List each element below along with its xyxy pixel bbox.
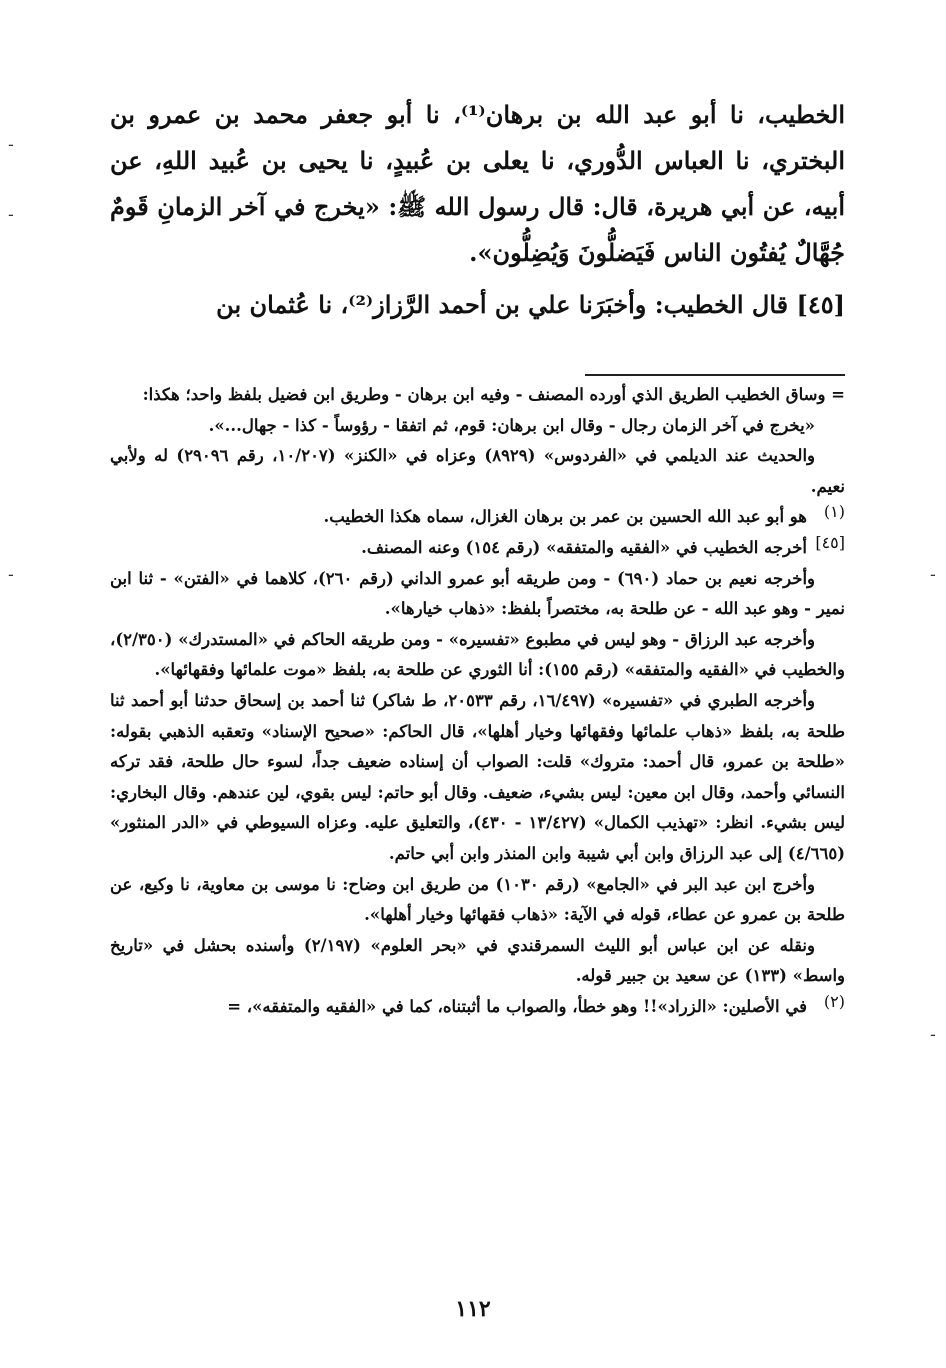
footnote-continued: والحديث عند الديلمي في «الفردوس» (٨٩٢٩) وعزاه في «الكنز» (١٠/٢٠٧، رقم ٢٩٠٩٦) له ولأبي نعيم. (110, 446, 845, 496)
footnote-marker: (٢) (823, 991, 845, 1011)
margin-mark: - (8, 205, 14, 224)
footnote-paragraph: وأخرج ابن عبد البر في «الجامع» (رقم ١٠٣٠) من طريق ابن وضاح: نا موسى بن معاوية، نا وكيع، عن طلحة بن عمرو عن عطاء، قوله في الآية: «ذهاب فقهائها وخيار أهلها». (110, 874, 845, 925)
hadith-text: قال الخطيب: وأخبَرَنا علي بن أحمد الرَّزاز⁽²⁾، نا عُثمان بن (216, 290, 789, 319)
hadith-45-paragraph (110, 282, 845, 328)
footnote-paragraph: وأخرجه نعيم بن حماد (٦٩٠) - ومن طريقه أبو عمرو الداني (رقم ٢٦٠)، كلاهما في «الفتن» - ثنا ابن نمير - وهو عبد الله - عن طلحة به، مختصراً بلفظ: «ذهاب خيارها». (110, 568, 845, 619)
footnote-text: هو أبو عبد الله الحسين بن عمر بن برهان الغزال، سماه هكذا الخطيب. (323, 507, 807, 527)
footnote-paragraph: ونقله عن ابن عباس أبو الليث السمرقندي في «بحر العلوم» (٢/١٩٧) وأسنده بحشل في «تاريخ واسط» (١٣٣) عن سعيد بن جبير قوله. (110, 935, 845, 986)
margin-mark: - (930, 565, 936, 584)
footnote-text: في الأصلين: «الزراد»!! وهو خطأ، والصواب ما أثبتناه، كما في «الفقيه والمتفقه»، = (227, 996, 807, 1016)
footnote-continued: «يخرج في آخر الزمان رجال - وقال ابن برهان: قوم، ثم اتفقا - رؤوساً - كذا - جهال...». (208, 415, 815, 435)
margin-mark: - (8, 565, 14, 584)
footnote-paragraph: وأخرجه عبد الرزاق - وهو ليس في مطبوع «تفسيره» - ومن طريقه الحاكم في «المستدرك» (٢/٣٥٠)، والخطيب في «الفقيه والمتفقه» (رقم ١٥٥): أنا الثوري عن طلحة به، بلفظ «موت علمائها وفقهائها». (110, 629, 845, 680)
footnote-continued: = وساق الخطيب الطريق الذي أورده المصنف - وفيه ابن برهان - وطريق ابن فضيل بلفظ واحد؛ هكذا: (142, 385, 845, 404)
book-page (110, 92, 846, 1016)
main-paragraph: الخطيب، نا أبو عبد الله بن برهان⁽¹⁾، نا أبو جعفر محمد بن عمرو بن البختري، نا العباس الدُّوري، نا يعلى بن عُبيدٍ، نا يحيى بن عُبيد اللهِ، عن أبيه، عن أبي هريرة، قال: قال رسول الله ﷺ: «يخرج في آخر الزمانِ قَومٌ جُهَّالٌ يُفتُون الناس فَيَضلُّونَ وَيُضِلُّون». (110, 100, 846, 267)
footnote-1 (110, 502, 845, 533)
footnotes (110, 380, 845, 1022)
footnote-paragraph: وأخرجه الطبري في «تفسيره» (١٦/٤٩٧، رقم ٢٠٥٣٣، ط شاكر) ثنا أحمد بن إسحاق حدثنا أبو أحمد ثنا طلحة به، بلفظ «ذهاب علمائها وفقهائها وخيار أهلها»، قال الحاكم: «صحيح الإسناد» وتعقبه الذهبي بقوله: «طلحة بن عمرو، قال أحمد: متروك» قلت: الصواب أن إسناده ضعيف جداً، لسوء حال طلحة، فقد تركه النسائي وأحمد، وقال ابن معين: ليس بشيء، ضعيف. وقال أبو حاتم: ليس بقوي، لين عندهم. وقال البخاري: ليس بشيء. انظر: «تهذيب الكمال» (١٣/٤٢٧ - ٤٣٠)، والتعليق عليه. وعزاه السيوطي في «الدر المنثور» (٤/٦٦٥) إلى عبد الرزاق وابن أبي شيبة وابن المنذر وابن أبي حاتم. (110, 690, 845, 863)
footnote-marker: (١) (823, 502, 845, 522)
footnote-2 (110, 992, 845, 1023)
page-number: ١١٢ (455, 1296, 491, 1322)
hadith-number: [٤٥] (796, 290, 845, 319)
main-text (110, 92, 845, 328)
footnote-marker: [٤٥] (815, 532, 845, 552)
footnote-45 (110, 533, 845, 564)
footnote-text: أخرجه الخطيب في «الفقيه والمتفقه» (رقم ١٥٤) وعنه المصنف. (361, 537, 807, 557)
margin-mark: - (8, 135, 14, 154)
footnote-separator (585, 374, 845, 376)
margin-mark: - (930, 1025, 936, 1044)
